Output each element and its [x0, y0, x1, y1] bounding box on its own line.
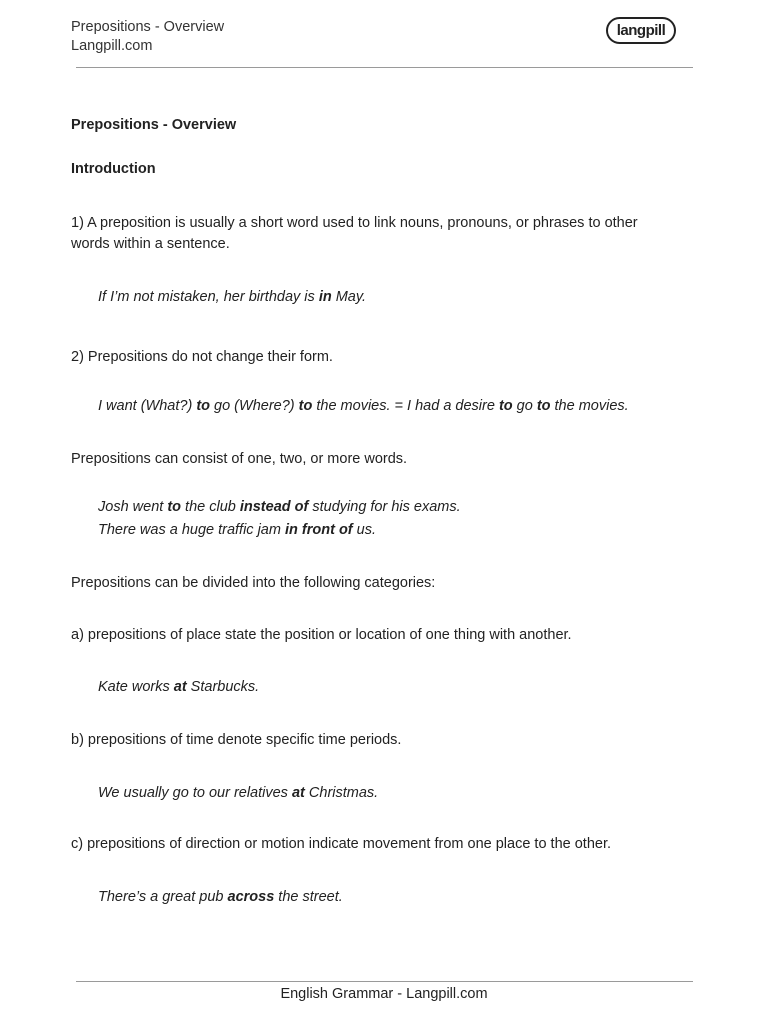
example-text: the club: [181, 499, 240, 515]
paragraph-4: Prepositions can be divided into the following categories:: [71, 575, 436, 591]
example-text: I want (What?): [98, 398, 197, 414]
example-preposition: to: [196, 398, 210, 414]
example-3b: [98, 519, 376, 542]
page-heading: Prepositions - Overview: [71, 117, 237, 133]
paragraph-3: Prepositions can consist of one, two, or more words.: [71, 451, 408, 467]
category-direction: c) prepositions of direction or motion indicate movement from one place to the other.: [71, 836, 612, 852]
example-preposition: to: [498, 398, 513, 414]
example-place: [98, 676, 259, 699]
example-preposition: instead of: [239, 499, 309, 515]
example-preposition: in front of: [284, 522, 353, 538]
example-preposition: to: [536, 398, 551, 414]
category-time: b) prepositions of time denote specific time periods.: [71, 732, 402, 748]
example-text: We usually go to our relatives: [98, 785, 292, 801]
example-text: Josh went: [98, 499, 168, 515]
example-text: the movies.: [550, 398, 629, 414]
logo-text: langpill: [616, 22, 666, 39]
example-text: Christmas.: [304, 785, 379, 801]
example-text: studying for his exams.: [308, 499, 461, 515]
example-text: go: [512, 398, 537, 414]
footer-text: English Grammar - Langpill.com: [280, 986, 488, 1002]
paragraph-1: 1) A preposition is usually a short word used to link nouns, pronouns, or phrases to other words within a sentence.: [71, 215, 638, 252]
example-preposition: across: [227, 889, 275, 905]
category-place: a) prepositions of place state the position or location of one thing with another.: [71, 627, 572, 643]
example-text: the street.: [274, 889, 343, 905]
example-text: There’s a great pub: [98, 889, 228, 905]
example-preposition: to: [298, 398, 313, 414]
paragraph-2: 2) Prepositions do not change their form.: [71, 349, 333, 365]
header-divider: [76, 67, 693, 68]
example-text: go (Where?): [210, 398, 299, 414]
example-preposition: to: [167, 499, 182, 515]
example-time: [98, 782, 378, 805]
example-text: Starbucks.: [186, 679, 260, 695]
example-3a: [98, 496, 461, 519]
section-heading: Introduction: [71, 161, 156, 177]
example-preposition: in: [318, 289, 332, 305]
header-site: Langpill.com: [71, 38, 153, 54]
example-2: [98, 395, 629, 418]
langpill-logo: [606, 17, 676, 44]
header-title: Prepositions - Overview: [71, 19, 225, 35]
example-text: May.: [331, 289, 367, 305]
example-text: If I’m not mistaken, her birthday is: [98, 289, 319, 305]
example-direction: [98, 886, 343, 909]
example-preposition: at: [173, 679, 187, 695]
example-text: Kate works: [98, 679, 174, 695]
example-text: the movies. = I had a desire: [312, 398, 499, 414]
document-header: [71, 18, 224, 56]
example-preposition: at: [291, 785, 305, 801]
example-1: [98, 286, 366, 309]
footer-divider: [76, 981, 693, 982]
example-text: us.: [352, 522, 377, 538]
example-text: There was a huge traffic jam: [98, 522, 285, 538]
